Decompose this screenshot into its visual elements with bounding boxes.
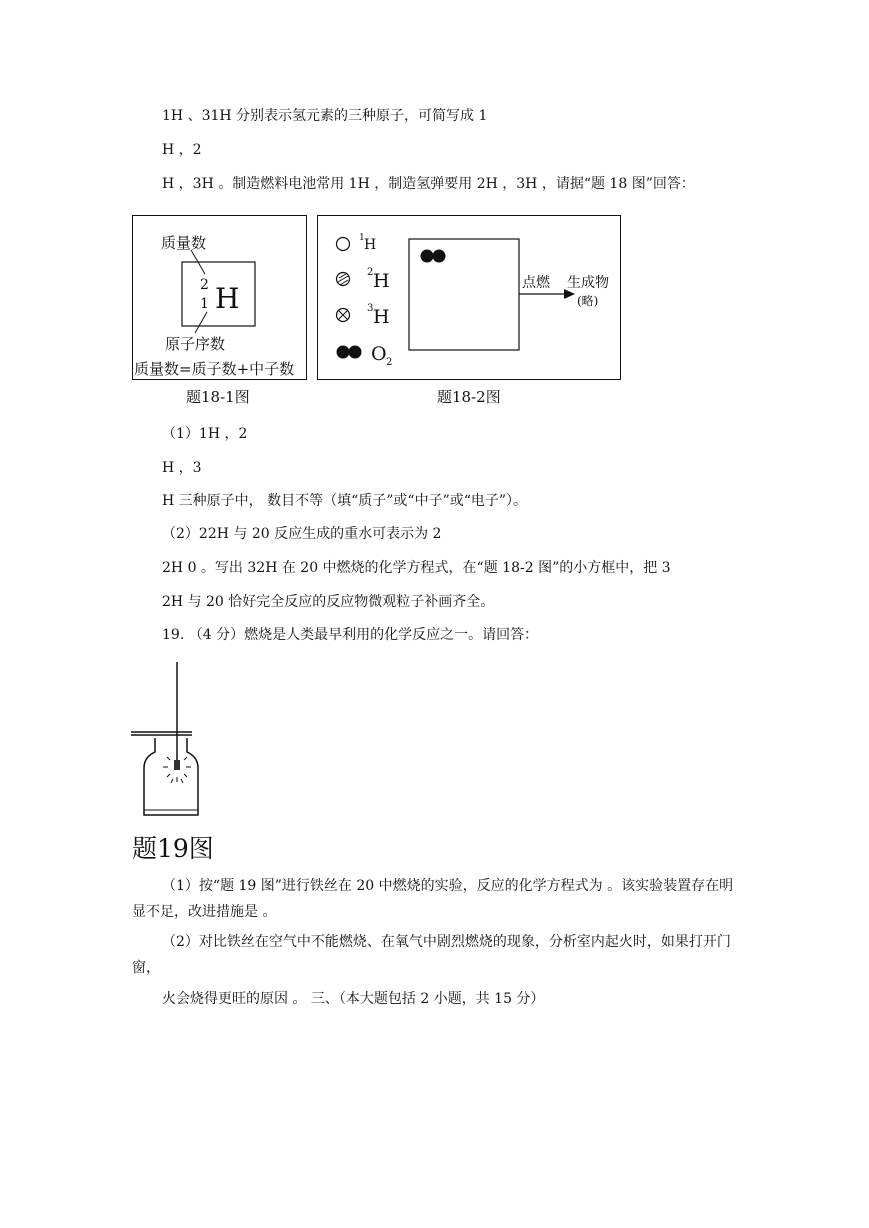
paragraph-19-1: （1）按“题 19 图”进行铁丝在 20 中燃烧的实验，反应的化学方程式为 。该实验装置存在明显不足，改进措施是 。 — [132, 878, 734, 920]
jar-outline — [144, 738, 198, 815]
figure-18-1 — [132, 215, 307, 380]
figure-18-2-drawing — [318, 216, 619, 378]
oxygen-atom-icon-1 — [337, 346, 350, 359]
question-2-line-a: （2）22H 与 20 反应生成的重水可表示为 2 — [162, 526, 442, 542]
question-2-line-b: 2H 0 。写出 32H 在 20 中燃烧的化学方程式，在“题 18-2 图”的小方框中，把 3 — [162, 560, 671, 576]
atomic-number-label: 原子序数 — [165, 335, 226, 353]
atomic-number-value: 1 — [200, 296, 209, 312]
product-label: 生成物 — [567, 275, 609, 291]
question-1-line-c: H 三种原子中， 数目不等（填“质子”或“中子”或“电子”）。 — [162, 493, 528, 509]
text-line-3: H ，3H 。制造燃料电池常用 1H ，制造氢弹要用 2H ，3H ，请据“题 18 图”回答： — [162, 176, 695, 192]
mass-formula: 质量数=质子数+中子数 — [134, 360, 295, 378]
reactant-oxygen-atom-2 — [433, 250, 446, 263]
ignite-label: 点燃 — [522, 275, 550, 291]
legend-h3-label: H — [373, 306, 390, 328]
figure-18-1-drawing — [133, 216, 305, 378]
question-19-heading: 19. （4 分）燃烧是人类最早利用的化学反应之一。请回答： — [162, 627, 539, 643]
protium-circle-icon — [337, 238, 350, 251]
figure-19-caption: 题19图 — [132, 834, 214, 863]
question-1-line-a: （1）1H ，2 — [162, 426, 248, 442]
question-1-line-b: H ，3 — [162, 460, 202, 476]
product-note: (略) — [577, 294, 599, 308]
text-line-1: 1H 、31H 分别表示氢元素的三种原子，可简写成 1 — [162, 108, 488, 124]
paragraph-19-2: （2）对比铁丝在空气中不能燃烧、在氧气中剧烈燃烧的现象，分析室内起火时，如果打开门窗， — [132, 934, 731, 976]
legend-o2-subscript: 2 — [386, 357, 393, 368]
figure-18-2-caption: 题18-2图 — [437, 388, 501, 406]
legend-h2-superscript: 2 — [367, 267, 374, 278]
legend-h1-label: H — [364, 237, 377, 253]
mass-number-label: 质量数 — [161, 234, 207, 252]
reactant-oxygen-atom-1 — [421, 250, 434, 263]
figure-18-2 — [317, 215, 621, 380]
burning-tip — [174, 760, 180, 770]
legend-o2-label: O — [371, 343, 387, 365]
paragraph-19-3: 火会烧得更旺的原因 。 三、（本大题包括 2 小题，共 15 分） — [162, 991, 545, 1007]
text-line-2: H ，2 — [162, 142, 202, 158]
figure-18-1-caption: 题18-1图 — [186, 388, 250, 406]
element-symbol: H — [215, 282, 240, 315]
question-2-line-c: 2H 与 20 恰好完全反应的反应物微观粒子补画齐全。 — [162, 594, 495, 610]
figure-19-gas-jar — [130, 660, 220, 830]
mass-number-value: 2 — [200, 277, 209, 293]
oxygen-atom-icon-2 — [349, 346, 362, 359]
legend-h2-label: H — [373, 270, 390, 292]
atomic-pointer-line — [195, 312, 207, 333]
legend-h1-superscript: 1 — [359, 233, 365, 243]
legend-h3-superscript: 3 — [367, 303, 374, 314]
